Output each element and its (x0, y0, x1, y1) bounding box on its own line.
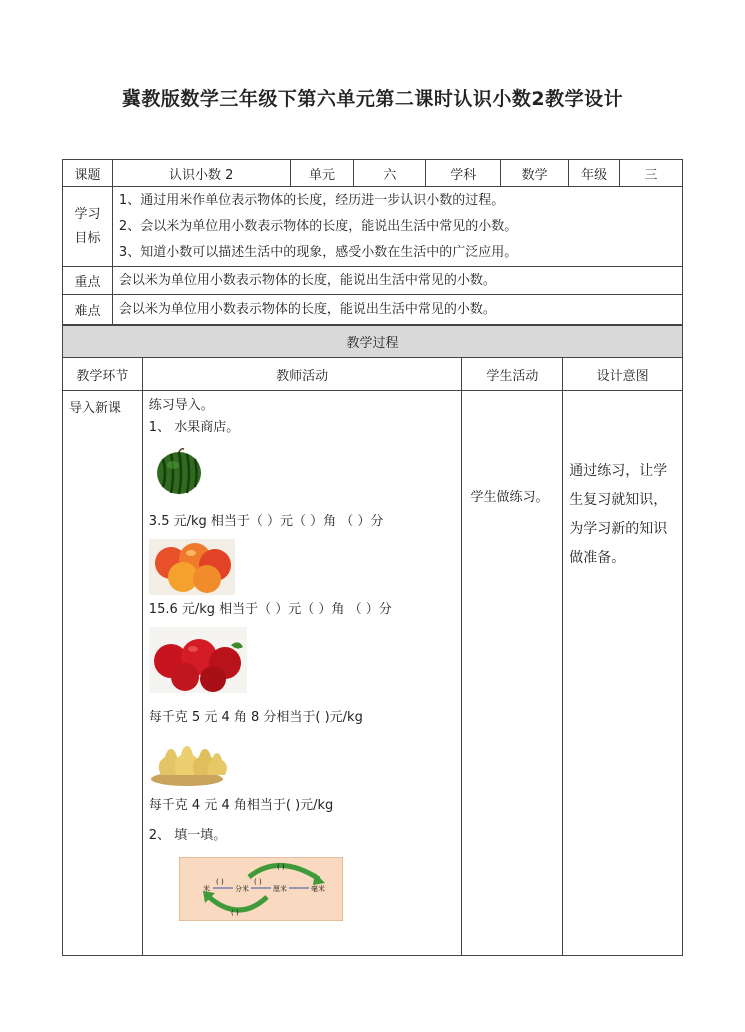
unit-label: 单元 (290, 160, 354, 187)
unit-millimeter: 毫米 (310, 885, 325, 893)
col-teacher-header: 教师活动 (142, 358, 462, 391)
goal-item: 1、通过用米作单位表示物体的长度，经历进一步认识小数的过程。 (118, 192, 505, 208)
goal-item: 2、会以米为单位用小数表示物体的长度，能说出生活中常见的小数。 (118, 218, 518, 234)
grade-label: 年级 (569, 160, 620, 187)
unit-centimeter: 厘米 (272, 885, 287, 893)
unit-decimeter: 分米 (234, 885, 249, 893)
blank-bottom: ( ) (230, 909, 239, 917)
unit-meter: 米 (202, 885, 210, 893)
grade-value: 三 (620, 160, 683, 187)
process-section-title: 教学过程 (63, 326, 683, 358)
subject-value: 数学 (501, 160, 569, 187)
design-line: 做准备。 (569, 550, 626, 566)
unit-conversion-diagram (179, 857, 343, 921)
key-value: 会以米为单位用小数表示物体的长度，能说出生活中常见的小数。 (112, 267, 682, 295)
difficulty-label: 难点 (63, 295, 113, 325)
difficulty-value: 会以米为单位用小数表示物体的长度，能说出生活中常见的小数。 (112, 295, 682, 325)
pears-image (149, 735, 227, 787)
question-2-title: 2、 填一填。 (148, 828, 227, 843)
goals-label-line: 目标 (74, 230, 101, 246)
blank-1: ( ) (215, 878, 224, 886)
topic-label: 课题 (63, 160, 113, 187)
design-line: 为学习新的知识 (569, 521, 668, 537)
col-design-header: 设计意图 (563, 358, 683, 391)
question-1-title: 1、 水果商店。 (148, 420, 240, 435)
subject-label: 学科 (426, 160, 501, 187)
goals-list (112, 187, 682, 267)
blank-2: ( ) (253, 878, 262, 886)
price-line-3: 每千克 5 元 4 角 8 分相当于( )元/kg (148, 710, 363, 725)
student-activity-cell: 学生做练习。 (462, 391, 563, 956)
apples-image (149, 627, 247, 693)
topic-value: 认识小数 2 (112, 160, 290, 187)
stage-cell: 导入新课 (63, 391, 143, 956)
goal-item: 3、知道小数可以描述生活中的现象，感受小数在生活中的广泛应用。 (118, 244, 518, 260)
col-student-header: 学生活动 (462, 358, 563, 391)
goals-label (63, 187, 113, 267)
design-line: 生复习就知识， (569, 492, 668, 508)
price-line-2: 15.6 元/kg 相当于（ ）元（ ）角 （ ）分 (148, 602, 392, 617)
intro-text: 练习导入。 (148, 398, 214, 413)
lesson-info-table (62, 159, 683, 325)
price-line-4: 每千克 4 元 4 角相当于( )元/kg (148, 798, 334, 813)
design-line: 通过练习，让学 (569, 463, 668, 479)
goals-label-line: 学习 (74, 206, 101, 222)
page-title: 冀教版数学三年级下第六单元第二课时认识小数2教学设计 (121, 88, 624, 110)
blank-top: ( ) (276, 863, 285, 871)
peaches-image (149, 539, 235, 595)
teacher-activity-cell (142, 391, 462, 956)
design-intent-cell (563, 391, 683, 956)
key-label: 重点 (63, 267, 113, 295)
teaching-process-table (62, 325, 683, 956)
col-stage-header: 教学环节 (63, 358, 143, 391)
price-line-1: 3.5 元/kg 相当于（ ）元（ ）角 （ ）分 (148, 514, 384, 529)
watermelon-image (153, 447, 213, 503)
unit-value: 六 (354, 160, 426, 187)
